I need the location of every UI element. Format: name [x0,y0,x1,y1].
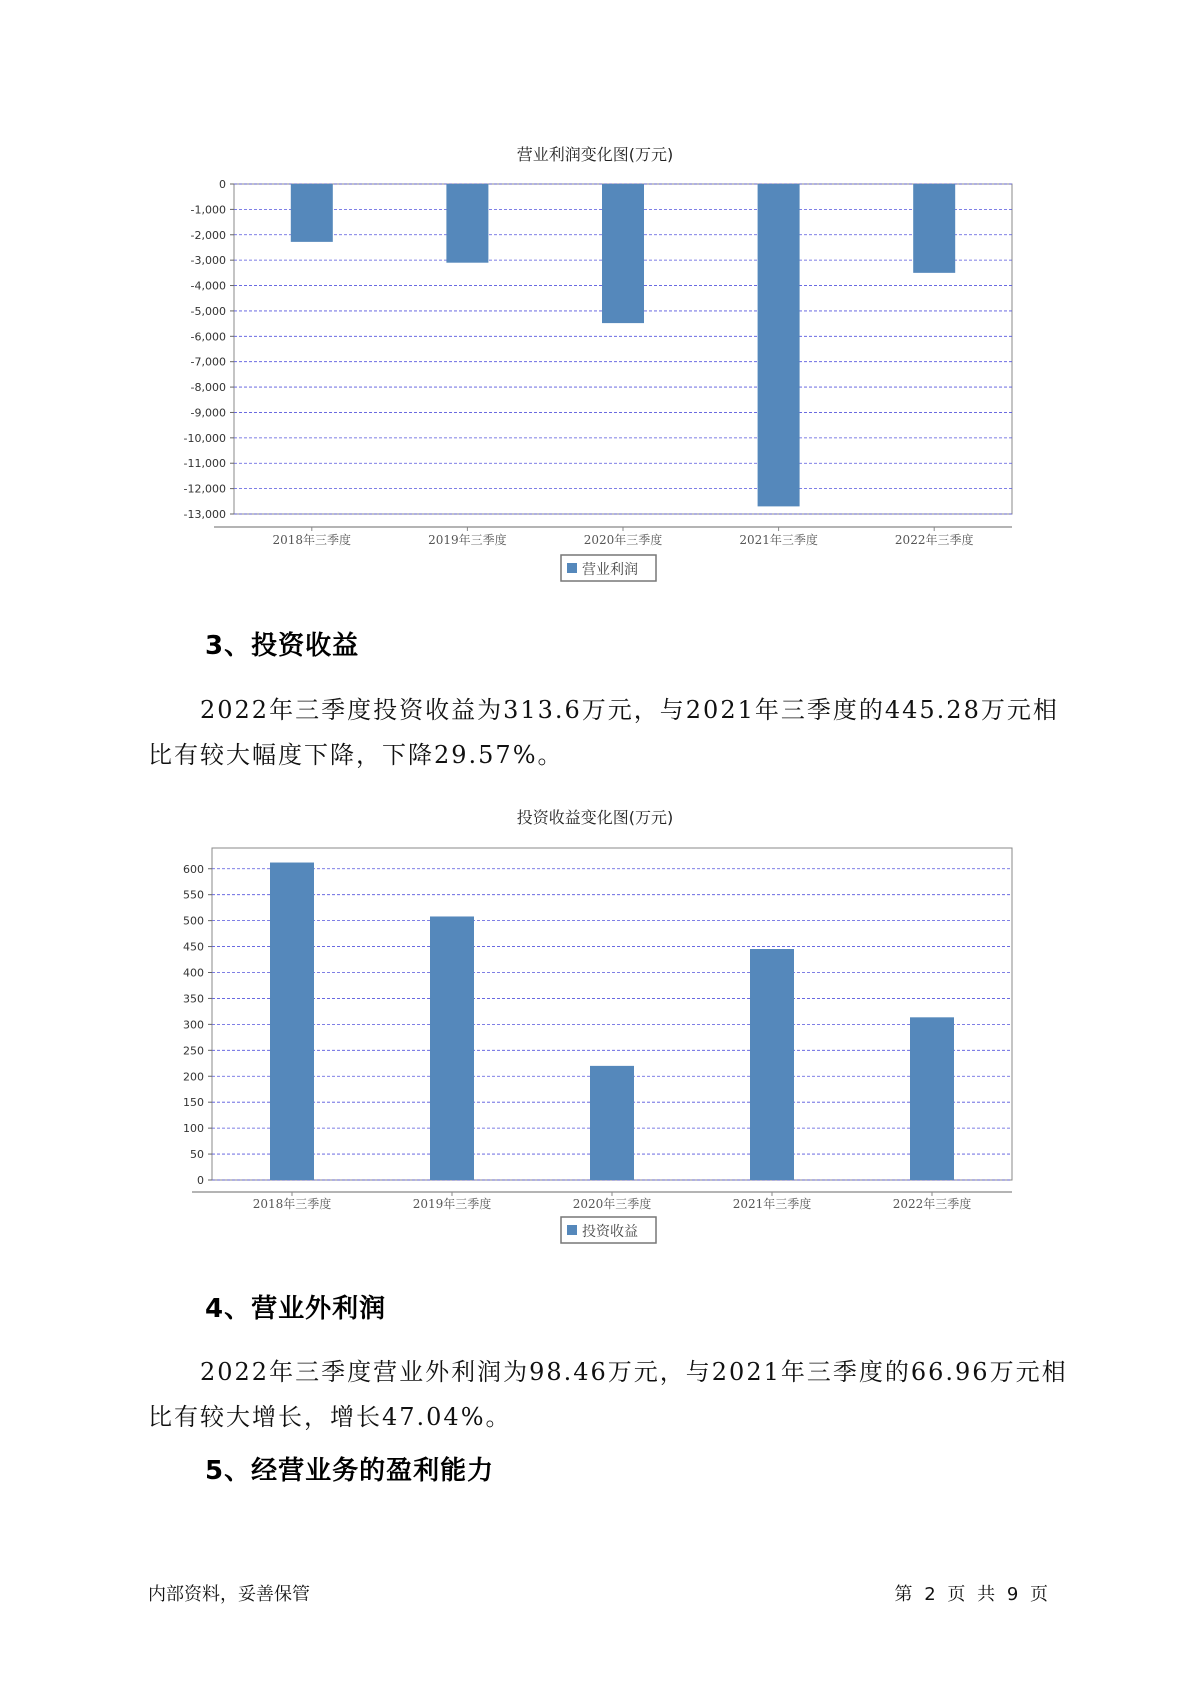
y-tick-label: 50 [190,1148,204,1162]
bar [910,1017,954,1180]
x-tick-label: 2019年三季度 [428,533,507,547]
section-4-text: 2022年三季度营业外利润为98.46万元，与2021年三季度的66.96万元相比有较大增长，增长47.04%。 [148,1358,1068,1431]
chart-legend [561,555,656,581]
y-tick-label: -13,000 [183,508,226,521]
y-tick-label: 100 [183,1122,204,1136]
y-tick-label: -1,000 [190,203,226,217]
y-tick-label: 450 [183,940,204,954]
x-tick-label: 2018年三季度 [252,1197,332,1211]
x-tick-label: 2020年三季度 [572,1197,652,1211]
footer-page-number: 第 2 页 共 9 页 [894,1584,1051,1605]
legend-swatch [567,1225,577,1235]
y-tick-label: 350 [183,992,204,1006]
y-tick-label: -10,000 [183,431,226,445]
x-tick-label: 2020年三季度 [583,533,663,547]
bar [750,949,794,1180]
section-5-heading: 5、经营业务的盈利能力 [205,1456,495,1486]
legend-swatch [567,563,577,573]
y-tick-label: 200 [183,1070,204,1084]
operating-profit-chart-svg [0,130,1191,590]
y-tick-label: 550 [183,888,204,902]
bar [270,863,314,1180]
y-tick-label: 0 [197,1174,204,1187]
footer-confidential-note: 内部资料，妥善保管 [148,1584,310,1605]
y-tick-label: 500 [183,914,204,928]
y-tick-label: -3,000 [190,254,226,268]
y-tick-label: 300 [183,1018,204,1032]
y-tick-label: -5,000 [190,304,226,318]
bar [602,184,644,323]
bar [430,916,474,1180]
chart-legend [561,1217,656,1243]
y-tick-label: -7,000 [190,355,226,369]
y-tick-label: -11,000 [183,457,226,471]
x-tick-label: 2022年三季度 [894,533,974,547]
x-tick-label: 2019年三季度 [412,1197,492,1211]
bar [590,1066,634,1180]
x-tick-label: 2022年三季度 [892,1197,972,1211]
y-tick-label: -8,000 [190,381,226,395]
bar [758,184,800,506]
section-4-heading: 4、营业外利润 [205,1294,387,1324]
section-3-text: 2022年三季度投资收益为313.6万元，与2021年三季度的445.28万元相比有较大幅度下降，下降29.57%。 [148,696,1059,769]
y-tick-label: 250 [183,1044,204,1058]
section-3-heading: 3、投资收益 [205,631,360,661]
y-tick-label: -4,000 [190,279,226,293]
bar [446,184,488,263]
bar [913,184,955,273]
chart-title: 投资收益变化图(万元) [516,808,674,827]
legend-label: 营业利润 [582,562,638,578]
y-tick-label: -6,000 [190,330,226,344]
chart-title: 营业利润变化图(万元) [516,145,674,164]
y-tick-label: 400 [183,966,204,980]
y-tick-label: 600 [183,862,204,876]
bar [291,184,333,242]
y-tick-label: -2,000 [190,228,226,242]
y-tick-label: 0 [219,178,226,191]
x-tick-label: 2021年三季度 [732,1197,812,1211]
y-tick-label: -9,000 [190,406,226,420]
x-tick-label: 2021年三季度 [739,533,818,547]
investment-income-chart-svg [0,792,1191,1252]
y-tick-label: 150 [183,1096,204,1110]
y-tick-label: -12,000 [183,482,226,496]
investment-income-chart [0,792,1191,1252]
x-tick-label: 2018年三季度 [272,533,352,547]
legend-label: 投资收益 [582,1224,638,1240]
operating-profit-chart [0,130,1191,590]
